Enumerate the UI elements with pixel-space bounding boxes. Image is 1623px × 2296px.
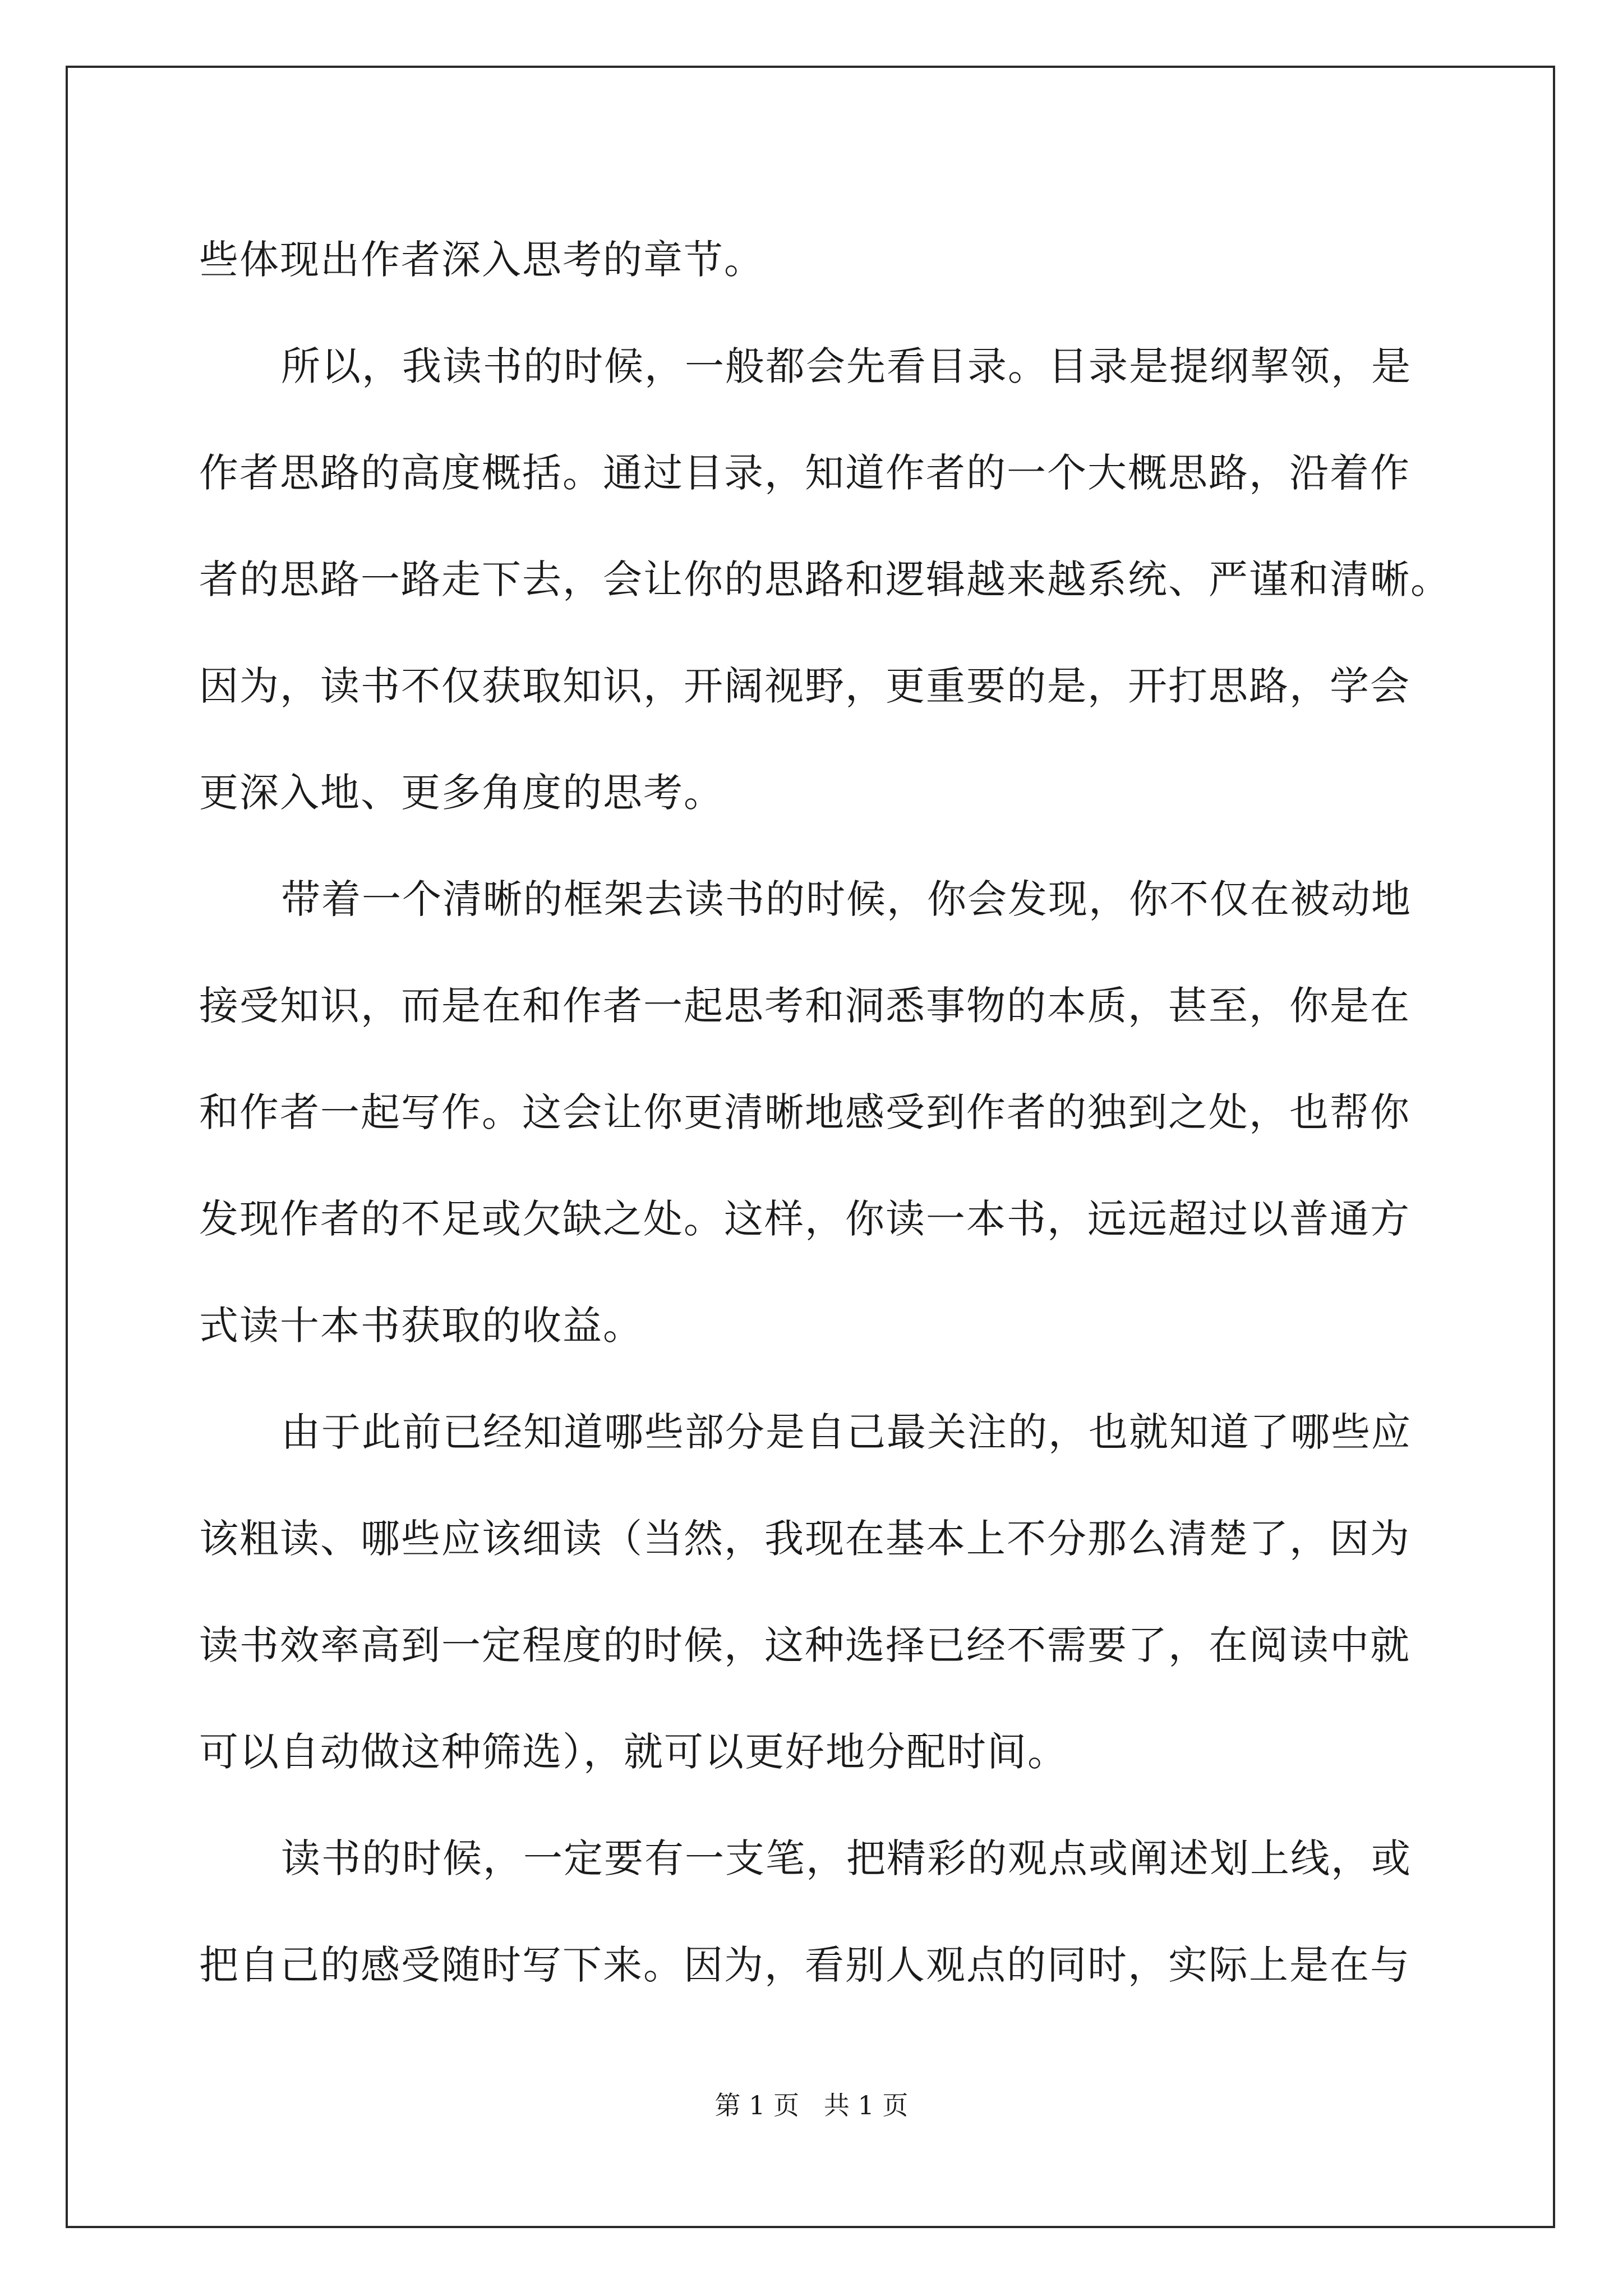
text-line: 作者思路的高度概括。通过目录，知道作者的一个大概思路，沿着作 (199, 450, 1410, 496)
document-body (199, 206, 1451, 2018)
paragraph-first-line: 读书的时候，一定要有一支笔，把精彩的观点或阐述划上线，或 (281, 1835, 1412, 1881)
paragraph-first-line: 所以，我读书的时候，一般都会先看目录。目录是提纲挈领，是 (281, 343, 1412, 389)
paragraph-first-line: 带着一个清晰的框架去读书的时候，你会发现，你不仅在被动地 (281, 876, 1412, 922)
paragraph-first-line: 由于此前已经知道哪些部分是自己最关注的，也就知道了哪些应 (281, 1409, 1412, 1455)
text-line: 发现作者的不足或欠缺之处。这样，你读一本书，远远超过以普通方 (199, 1196, 1410, 1242)
text-line: 该粗读、哪些应该细读（当然，我现在基本上不分那么清楚了，因为 (199, 1516, 1410, 1562)
text-line: 和作者一起写作。这会让你更清晰地感受到作者的独到之处，也帮你 (199, 1089, 1410, 1135)
text-line: 些体现出作者深入思考的章节。 (199, 237, 764, 283)
text-line: 可以自动做这种筛选），就可以更好地分配时间。 (199, 1729, 1068, 1775)
text-line: 把自己的感受随时写下来。因为，看别人观点的同时，实际上是在与 (199, 1942, 1410, 1988)
text-line: 更深入地、更多角度的思考。 (199, 770, 724, 816)
text-line: 者的思路一路走下去，会让你的思路和逻辑越来越系统、严谨和清晰。 (199, 556, 1451, 602)
text-line: 接受知识，而是在和作者一起思考和洞悉事物的本质，甚至，你是在 (199, 983, 1410, 1029)
text-line: 因为，读书不仅获取知识，开阔视野，更重要的是，开打思路，学会 (199, 663, 1410, 709)
page-number-footer: 第 1 页 共 1 页 (714, 2090, 909, 2120)
text-line: 式读十本书获取的收益。 (199, 1303, 643, 1349)
text-line: 读书效率高到一定程度的时候，这种选择已经不需要了，在阅读中就 (199, 1622, 1410, 1668)
